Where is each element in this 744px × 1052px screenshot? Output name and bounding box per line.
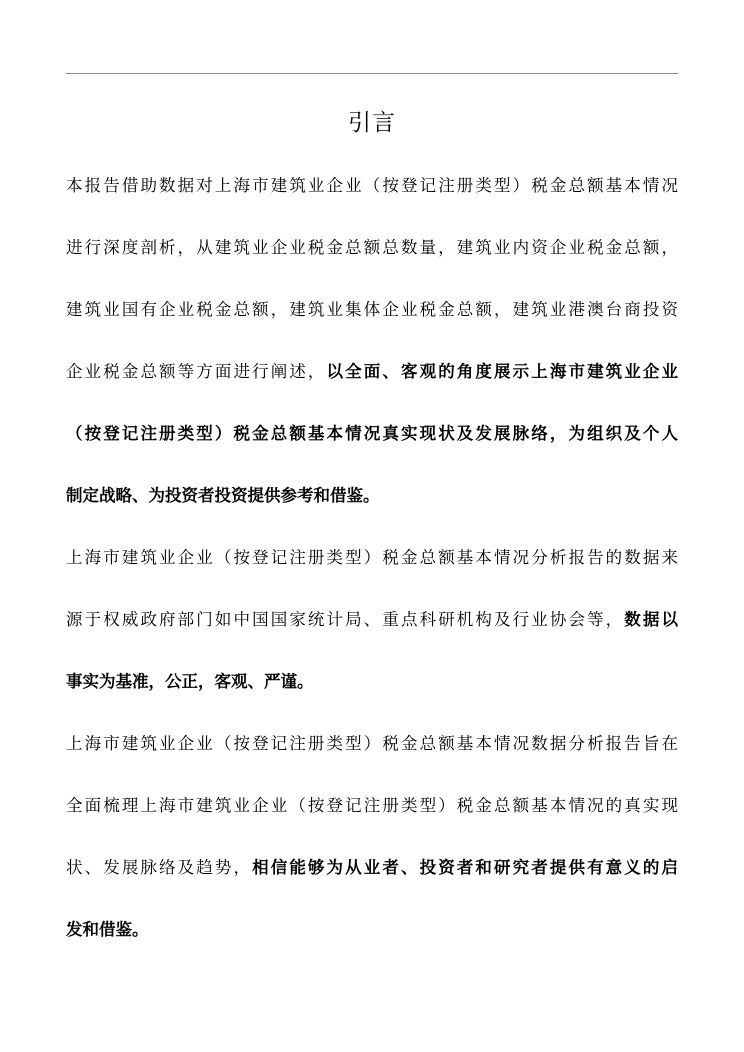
text-line: 源于权威政府部门如中国国家统计局、重点科研机构及行业协会等，数据以 (66, 610, 678, 629)
text-line: 企业税金总额等方面进行阐述，以全面、客观的角度展示上海市建筑业企业 (66, 362, 678, 381)
text-line: 事实为基准，公正，客观、严谨。 (66, 672, 314, 691)
document-body (66, 160, 678, 966)
text-line: 上海市建筑业企业（按登记注册类型）税金总额基本情况分析报告的数据来 (66, 548, 678, 567)
paragraph-2 (66, 532, 678, 718)
text-line: 建筑业国有企业税金总额，建筑业集体企业税金总额，建筑业港澳台商投资 (66, 300, 678, 319)
text-line: 发和借鉴。 (66, 920, 149, 939)
text-line: 制定战略、为投资者投资提供参考和借鉴。 (66, 486, 380, 505)
paragraph-3 (66, 718, 678, 966)
paragraph-1 (66, 160, 678, 532)
text-line: 全面梳理上海市建筑业企业（按登记注册类型）税金总额基本情况的真实现 (66, 796, 678, 815)
text-line: 进行深度剖析，从建筑业企业税金总额总数量，建筑业内资企业税金总额， (66, 238, 678, 257)
text-line: 上海市建筑业企业（按登记注册类型）税金总额基本情况数据分析报告旨在 (66, 734, 678, 753)
text-line: 状、发展脉络及趋势，相信能够为从业者、投资者和研究者提供有意义的启 (66, 858, 678, 877)
text-line: 本报告借助数据对上海市建筑业企业（按登记注册类型）税金总额基本情况 (66, 176, 678, 195)
header-rule (66, 73, 678, 74)
text-line: （按登记注册类型）税金总额基本情况真实现状及发展脉络，为组织及个人 (66, 424, 678, 443)
page-title: 引言 (348, 110, 396, 136)
